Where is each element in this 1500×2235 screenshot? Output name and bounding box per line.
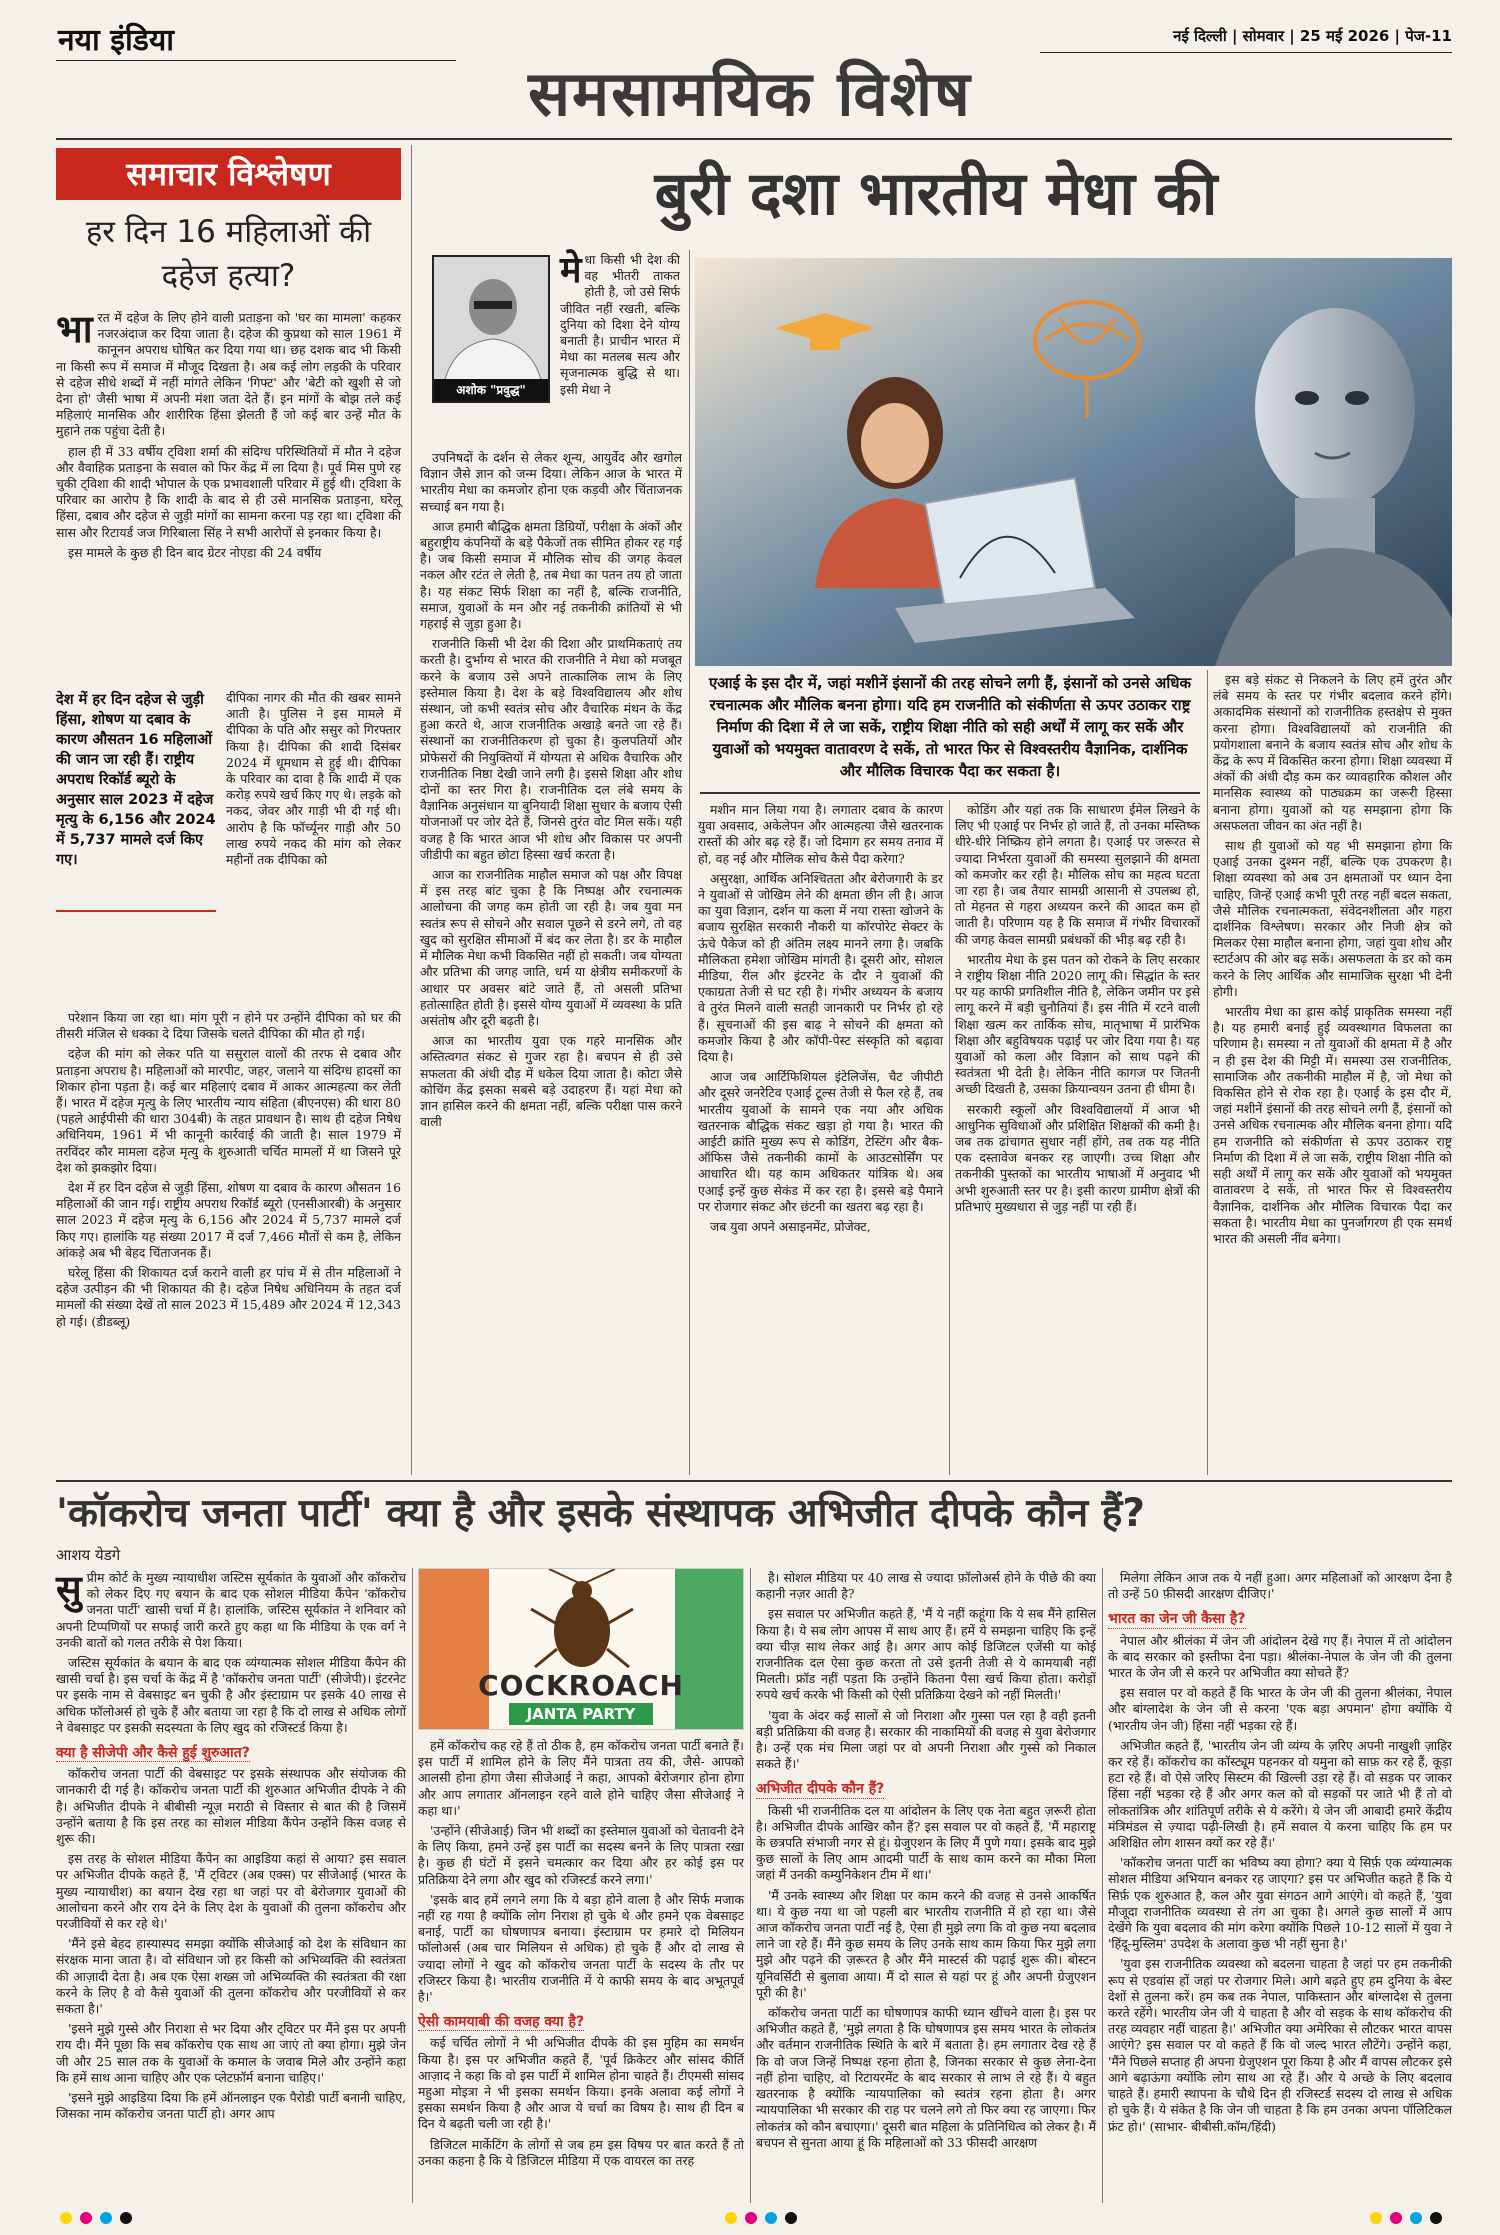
main-col1: उपनिषदों के दर्शन से लेकर शून्य, आयुर्वेद और खगोल विज्ञान जैसे ज्ञान को जन्म दिया। लेकिन आज के भारत में भारतीय मेधा का कमजोर होना एक कड़वी और चिंताजनक सच्चाई बन गया है। आज हमारी बौद्धिक क्षमता डिग्रियों, परीक्षा के अंकों और बहुराष्ट्रीय कंपनियों के बड़े पैकेजों तक सीमित होकर रह गई है। जब किसी समाज में मौलिक सोच की जगह केवल नकल और रटंत ले लेती है, तब मेधा का पतन तय हो जाता है। यह संकट सिर्फ शिक्षा का नहीं है, बल्कि राजनीति, समाज, युवाओं के मन और नई तकनीकी क्रांतियों से भी गहराई से जुड़ा हुआ है। राजनीति किसी भी देश की दिशा और प्राथमिकताएं तय करती है। दुर्भाग्य से भारत की राजनीति ने मेधा को मजबूत करने के बजाय उसे अपने तात्कालिक लाभ के लिए इस्तेमाल किया है। देश के बड़े विश्वविद्यालय और शोध संस्थान, जो कभी स्वतंत्र सोच और वैचारिक मंथन के केंद्र हुआ करते थे, आज राजनीतिक अखाड़े बनते जा रहे हैं। संस्थानों का राजनीतिकरण हो चुका है। कुलपतियों और प्रोफेसरों की नियुक्तियों में योग्यता से अधिक वैचारिक और राजनीतिक निष्ठा देखी जाने लगी है। इससे शिक्षा और शोध दोनों का स्तर गिरा है। राजनीतिक दल लंबे समय के वैज्ञानिक अनुसंधान या बुनियादी शिक्षा सुधार के बजाय ऐसी योजनाओं पर जोर देते हैं, जिनसे तुरंत वोट मिल सकें। यही वजह है कि भारत आज भी शोध और विकास पर अपनी जीडीपी का बहुत छोटा हिस्सा खर्च करता है। आज का राजनीतिक माहौल समाज को पक्ष और विपक्ष में इस तरह बांट चुका है कि निष्पक्ष और रचनात्मक आलोचना की जगह कम होती जा रही है। जब युवा मन स्वतंत्र रूप से सोचने और सवाल पूछने से डरने लगे, तो वह खुद को सुरक्षित सीमाओं में बंद कर लेता है। डर के माहौल में मौलिक मेधा कभी विकसित नहीं हो सकती। जब योग्यता और प्रतिभा की जगह जाति, धर्म या क्षेत्रीय समीकरणों के आधार पर अवसर बांटे जाते हैं, तो असली प्रतिभा हतोत्साहित होती है। इससे योग्य युवाओं में व्यवस्था के प्रति असंतोष और दूरी बढ़ती है। आज का भारतीय युवा एक गहरे मानसिक और अस्तित्वगत संकट से गुजर रहा है। बचपन से ही उसे सफलता की अंधी दौड़ में धकेल दिया जाता है। कोटा जैसे कोचिंग केंद्र इसका सबसे बड़े उदाहरण हैं। यहां मेधा को ज्ञान हासिल करने की क्षमता नहीं, बल्कि परीक्षा पास करने वाली: [420, 450, 682, 1130]
left-narrow-text: दीपिका नागर की मौत की खबर सामने आती है। पुलिस ने इस मामले में दीपिका के पति और ससुर को गिरफ्तार किया है। दीपिका की शादी दिसंबर 2024 में धूमधाम से हुई थी। दीपिका के परिवार का दावा है कि शादी में एक करोड़ रुपये खर्च किए गए थे। लड़के को नकद, जेवर और गाड़ी भी दी गई थी। आरोप है कि फॉर्च्यूनर गाड़ी और 50 लाख रुपये नकद की मांग को लेकर महीनों तक दीपिका को: [226, 690, 401, 868]
section-title: समसामयिक विशेष: [528, 57, 972, 130]
drop-cap: भा: [56, 306, 93, 351]
image-caption: एआई के इस दौर में, जहां मशीनें इंसानों की तरह सोचने लगी हैं, इंसानों को उनसे अधिक रचनात्मक और मौलिक बनना होगा। यदि हम राजनीति को संकीर्णता से ऊपर उठाकर राष्ट्र निर्माण की दिशा में ले जा सकें, राष्ट्रीय शिक्षा नीति को सही अर्थों में लागू कर सकें और युवाओं को भयमुक्त वातावरण दे सकें, तो भारत फिर से विश्वस्तरीय वैज्ञानिक, दार्शनिक और मौलिक विचारक पैदा कर सकता है।: [708, 674, 1192, 780]
author-portrait-icon: [434, 257, 550, 383]
dateline: नई दिल्ली | सोमवार | 25 मई 2026 | पेज-11: [1173, 27, 1452, 45]
bottom-col4: मिलेगा लेकिन आज तक ये नहीं हुआ। अगर महिलाओं को आरक्षण देना है तो उन्हें 50 फ़ीसदी आरक्षण दीजिए।' भारत का जेन जी कैसा है? नेपाल और श्रीलंका में जेन जी आंदोलन देखे गए हैं। नेपाल में तो आंदोलन के बाद सरकार को इस्तीफा देना पड़ा। श्रीलंका-नेपाल के जेन जी की तुलना भारत के जेन जी से करने पर अभिजीत क्या सोचते हैं? इस सवाल पर वो कहते हैं कि भारत के जेन जी की तुलना श्रीलंका, नेपाल और बांग्लादेश के जेन जी से करना 'एक बड़ा अपमान' होगा क्योंकि ये (भारतीय जेन जी) हिंसा नहीं भड़का रहे हैं। अभिजीत कहते हैं, 'भारतीय जेन जी व्यंग्य के ज़रिए अपनी नाखुशी ज़ाहिर कर रहे हैं। कॉकरोच का कॉस्ट्यूम पहनकर वो यमुना को साफ़ कर रहे हैं, कूड़ा हटा रहे हैं। वो ऐसे जरिए सिस्टम की खिल्ली उड़ा रहे हैं। वो सड़क पर जाकर हिंसा नहीं भड़का रहे हैं और अगर कल को वो सड़कों पर जाते भी हैं तो वो लोकतांत्रिक और शांतिपूर्ण तरीके से ये करेंगे। ये जेन जी आबादी हमारे केंद्रीय मंत्रिमंडल से ज़्यादा पढ़ी-लिखी है। हमें सवाल ये करना चाहिए कि हम पर अशिक्षित लोग शासन क्यों कर रहे हैं।' 'कॉकरोच जनता पार्टी का भविष्य क्या होगा? क्या ये सिर्फ़ एक व्यंग्यात्मक सोशल मीडिया अभियान बनकर रह जाएगा? इस पर अभिजीत कहते हैं कि ये सिर्फ़ एक शुरुआत है, कल और युवा संगठन आगे आएंगे। वो कहते हैं, 'युवा मौजूदा राजनीतिक व्यवस्था से तंग आ चुका है। अगले कुछ सालों में आप देखेंगे कि युवा बदलाव की मांग करेगा क्योंकि पिछले 10-12 सालों में युवा ने 'हिंदू-मुस्लिम' उपदेश के अलावा कुछ भी नहीं सुना है।' 'युवा इस राजनीतिक व्यवस्था को बदलना चाहता है जहां पर हम तकनीकी रूप से एडवांस हों जहां पर रोजगार मिले। आगे बढ़ते हुए हम दुनिया के बेस्ट देशों से तुलना करें। हम कब तक नेपाल, पाकिस्तान और बांग्लादेश से तुलना करते रहेंगे। भारतीय जेन जी ये चाहता है और वो सड़क के साथ कॉकरोच की तरह व्यवहार नहीं चाहता है।' अभिजीत क्या अमेरिका से लौटकर भारत वापस आएंगे? इस सवाल पर वो कहते हैं कि वो जल्द भारत लौटेंगे। उन्होंने कहा, 'मैंने पिछले सप्ताह ही अपना ग्रेजुएशन पूरा किया है और मैं वापस लौटकर इसे आगे बढ़ाऊंगा क्योंकि लोग साथ आ रहे हैं। और ये अच्छे के लिए बदलाव चाहते हैं। हमारी स्थापना के चौथे दिन ही रजिस्टर्ड सदस्य दो लाख से अधिक हो चुके हैं। ये संकेत है कि जेन जी चाहता है कि हम उनका अपना पॉलिटिकल फ्रंट हो।' (साभार- बीबीसी.कॉम/हिंदी): [1108, 1570, 1452, 2134]
logo-text-cockroach: COCKROACH: [478, 1669, 684, 1702]
logo-text-janta-party: JANTA PARTY: [509, 1703, 653, 1725]
color-registration-dots-center: [725, 2212, 797, 2224]
color-registration-dots-right: [1370, 2212, 1442, 2224]
author-name: अशोक "प्रवुद्ध": [434, 379, 548, 401]
bottom-headline: 'कॉकरोच जनता पार्टी' क्या है और इसके संस्थापक अभिजीत दीपके कौन हैं?: [56, 1491, 1145, 1536]
main-col4: इस बड़े संकट से निकलने के लिए हमें तुरंत और लंबे समय के स्तर पर गंभीर बदलाव करने होंगे। अकादमिक संस्थानों को राजनीतिक हस्तक्षेप से मुक्त करना होगा। विश्वविद्यालयों को राजनीति की प्रयोगशाला बनाने के बजाय स्वतंत्र सोच और शोध के केंद्र के रूप में विकसित करना होगा। शिक्षा व्यवस्था में अंकों की अंधी दौड़ कम कर व्यावहारिक कौशल और मानसिक स्वास्थ्य को पाठ्यक्रम का जरूरी हिस्सा बनाना होगा। युवाओं को यह समझाना होगा कि असफलता जीवन का अंत नहीं है। साथ ही युवाओं को यह भी समझाना होगा कि एआई उनका दुश्मन नहीं, बल्कि एक उपकरण है। शिक्षा व्यवस्था को अब उन क्षमताओं पर ध्यान देना चाहिए, जिन्हें एआई कभी पूरी तरह नहीं बदल सकता, जैसे मौलिक रचनात्मकता, संवेदनशीलता और गहरा दार्शनिक विश्लेषण। सरकार और निजी क्षेत्र को मिलकर ऐसा माहौल बनाना होगा, जहां युवा शोध और स्टार्टअप की ओर बढ़ सकें। असफलता के डर को कम करने के लिए आर्थिक और सामाजिक सुरक्षा भी देनी होगी। भारतीय मेधा का ह्रास कोई प्राकृतिक समस्या नहीं है। यह हमारी बनाई हुई व्यवस्थागत विफलता का परिणाम है। समस्या न तो युवाओं की क्षमता में है और न ही इस देश की मिट्टी में। समस्या उस राजनीतिक, सामाजिक और तकनीकी माहौल में है, जो मेधा को विकसित होने से रोक रहा है। एआई के इस दौर में, जहां मशीनें इंसानों की तरह सोचने लगी हैं, इंसानों को उनसे अधिक रचनात्मक और मौलिक बनना होगा। यदि हम राजनीति को संकीर्णता से ऊपर उठाकर राष्ट्र निर्माण की दिशा में ले जा सकें, राष्ट्रीय शिक्षा नीति को सही अर्थों में लागू कर सकें और युवाओं को भयमुक्त वातावरण दे सकें, तो भारत फिर से विश्वस्तरीय वैज्ञानिक, दार्शनिक और मौलिक विचारक पैदा कर सकता है। भारतीय मेधा का पुनर्जागरण ही एक समर्थ भारत की असली नींव बनेगा।: [1213, 672, 1452, 1246]
left-body: परेशान किया जा रहा था। मांग पूरी न होने पर उन्होंने दीपिका को घर की तीसरी मंजिल से धक्का दे दिया जिसके चलते दीपिका की मौत हो गई। दहेज की मांग को लेकर पति या ससुराल वालों की तरफ से दबाव और प्रताड़ना अपराध है। महिलाओं को मारपीट, जहर, जलाने या संदिग्ध हादसों का शिकार होना पड़ता है। कई बार महिलाएं दबाव में आकर आत्महत्या कर लेती हैं। भारत में दहेज मृत्यु के लिए भारतीय न्याय संहिता (बीएनएस) की धारा 80 (पहले आईपीसी की धारा 304बी) के तहत प्रावधान है। साथ ही दहेज निषेध अधिनियम, 1961 में भी कानूनी कार्रवाई की जाती है। साल 1979 में तरविंदर कौर मामला दहेज मृत्यु के शुरुआती चर्चित मामलों में था जिसने पूरे देश को झकझोर दिया। देश में हर दिन दहेज से जुड़ी हिंसा, शोषण या दबाव के कारण औसतन 16 महिलाओं की जान गई। राष्ट्रीय अपराध रिकॉर्ड ब्यूरो (एनसीआरबी) के अनुसार साल 2023 में दहेज मृत्यु के 6,156 और 2024 में 5,737 मामले दर्ज किए गए। हालांकि यह संख्या 2017 में दर्ज 7,466 मौतों से कम है, लेकिन आंकड़े अब भी बेहद चिंताजनक हैं। घरेलू हिंसा की शिकायत दर्ज कराने वाली हर पांच में से तीन महिलाओं ने दहेज उत्पीड़न की भी शिकायत की है। दहेज निषेध अधिनियम के तहत दर्ज मामलों की संख्या देखें तो साल 2023 में 15,489 और 2024 में 12,343 हो गई। (डीडब्लू): [56, 1010, 401, 1329]
main-col2: मशीन मान लिया गया है। लगातार दबाव के कारण युवा अवसाद, अकेलेपन और आत्महत्या जैसे खतरनाक रास्तों की ओर बढ़ रहे हैं। जो दिमाग हर समय तनाव में हो, वह नई और मौलिक सोच कैसे पैदा करेगा? असुरक्षा, आर्थिक अनिश्चितता और बेरोजगारी के डर ने युवाओं से जोखिम लेने की क्षमता छीन ली है। आज का युवा विज्ञान, दर्शन या कला में नया रास्ता खोजने के बजाय सुरक्षित सरकारी नौकरी या कॉरपोरेट सेक्टर के ऊंचे पैकेज को ही अंतिम लक्ष्य मानने लगा है। जबकि मौलिकता हमेशा जोखिम मांगती है। दूसरी ओर, सोशल मीडिया, रील और इंटरनेट के दौर ने युवाओं की एकाग्रता तेजी से घट रही है। गंभीर अध्ययन के बजाय वे तुरंत मिलने वाली सतही जानकारी पर निर्भर हो रहे हैं। सूचनाओं की इस बाढ़ ने सोचने की क्षमता को कमजोर किया है और कॉपी-पेस्ट संस्कृति को बढ़ावा दिया है। आज जब आर्टिफिशियल इंटेलिजेंस, चैट जीपीटी और दूसरे जनरेटिव एआई टूल्स तेजी से फैल रहे हैं, तब भारतीय युवाओं के सामने एक नया और अधिक खतरनाक बौद्धिक संकट खड़ा हो गया है। भारत की आईटी क्रांति मुख्य रूप से कोडिंग, टेस्टिंग और बैक-ऑफिस जैसे तकनीकी कामों के आउटसोर्सिंग पर आधारित थी। यह काम अधिकतर यांत्रिक थे। अब एआई इन्हें कुछ सेकंड में कर रहा है। इससे बड़े पैमाने पर रोजगार संकट और छंटनी का खतरा बढ़ रहा है। जब युवा अपने असाइनमेंट, प्रोजेक्ट,: [698, 802, 943, 1235]
cockroach-party-logo: [418, 1568, 744, 1730]
subheading: भारत का जेन जी कैसा है?: [1108, 1611, 1246, 1628]
bottom-col3: है। सोशल मीडिया पर 40 लाख से ज्यादा फ़ॉलोअर्स होने के पीछे की क्या कहानी नज़र आती है? इस सवाल पर अभिजीत कहते हैं, 'मैं ये नहीं कहूंगा कि ये सब मैंने हासिल किया है। ये सब लोग आपस में साथ आए हैं। हमें ये समझना चाहिए कि इन्हें क्या चीज़ साथ लेकर आई है। अगर आप कोई डिजिटल एजेंसी या कोई राजनीतिक दल ऐसा कुछ करता तो उसे इतनी तेजी से ये कामयाबी नहीं मिलती। फ्रॉड नहीं पड़ता कि उन्होंने कितना पैसा खर्च किया होता। करोड़ों रुपये खर्च करके भी किसी को ऐसी प्रतिक्रिया देखने को नहीं मिलती।' 'युवा के अंदर कई सालों से जो निराशा और गुस्सा पल रहा है वही इतनी बड़ी प्रतिक्रिया की वजह है। सरकार की नाकामियों की वजह से युवा बेरोजगार है। उन्हें एक मंच मिला जहां पर वो अपनी निराशा और गुस्से को निकाल सकते हैं।' अभिजीत दीपके कौन हैं? किसी भी राजनीतिक दल या आंदोलन के लिए एक नेता बहुत ज़रूरी होता है। अभिजीत दीपके आखिर कौन हैं? इस सवाल पर वो कहते हैं, 'मैं महाराष्ट्र के छत्रपति संभाजी नगर से हूं। ग्रेजुएशन के लिए मैं पुणे गया। इसके बाद मुझे कुछ सालों के लिए आम आदमी पार्टी के साथ काम करने का मौका मिला जहां मैं उनकी कम्युनिकेशन टीम में था।' 'मैं उनके स्वास्थ्य और शिक्षा पर काम करने की वजह से उनसे आकर्षित था। ये कुछ नया था जो पहली बार भारतीय राजनीति में हो रहा था। जैसे आज कॉकरोच जनता पार्टी नई है, ऐसा ही मुझे लगा कि वो कुछ नया बदलाव लाने जा रहे हैं। मैंने कुछ समय के लिए उनके साथ काम किया फिर मुझे लगा मुझे और पढ़ने की ज़रूरत है और मैंने मास्टर्स की पढ़ाई शुरू की। बोस्टन यूनिवर्सिटी से बुलावा आया। मैं दो साल से यहां पर हूं और अपनी ग्रेजुएशन पूरी की है।' कॉकरोच जनता पार्टी का घोषणापत्र काफी ध्यान खींचने वाला है। इस पर अभिजीत कहते हैं, 'मुझे लगता है कि घोषणापत्र इस समय भारत के लोकतंत्र और वर्तमान राजनीतिक स्थिति के बारे में बताता है। हम लगातार देख रहे हैं कि वो जज जिन्हें निष्पक्ष रहना होता है, जिनका सरकार से कुछ लेना-देना नहीं होना चाहिए, वो रिटायरमेंट के बाद सरकार से लाभ ले रहे हैं। ये बहुत खतरनाक है क्योंकि न्यायपालिका को स्वतंत्र रहना होता है। अगर न्यायपालिका भी सरकार की राह पर चलने लगे तो फिर क्या रह जाएगा। फिर लोकतंत्र को कौन बचाएगा।' दूसरी बात महिला के प्रतिनिधित्व को लेकर है। मैं बचपन से सुनता आया हूं कि महिलाओं को 33 फीसदी आरक्षण: [756, 1570, 1096, 2150]
newspaper-logo: नया इंडिया: [58, 23, 174, 58]
drop-cap: मे: [560, 249, 582, 291]
left-headline: हर दिन 16 महिलाओं की दहेज हत्या?: [85, 214, 372, 294]
left-intro: भा रत में दहेज के लिए होने वाली प्रताड़ना को 'घर का मामला' कहकर नजरअंदाज कर दिया जाता है। दहेज की कुप्रथा को साल 1961 में कानूनन अपराध घोषित कर दिया गया था। छह दशक बाद भी किसी ना किसी रूप में समाज में मौजूद दिखता है। अब कई लोग लड़की के परिवार से दहेज सीधे शब्दों में नहीं मांगते लेकिन 'गिफ्ट' और 'बेटी को खुशी से जो देना हो' जैसी भाषा में अपनी मंशा जता देते हैं। इन मांगों के बोझ तले कई महिलाएं मानसिक और शारीरिक हिंसा झेलती हैं जो कई बार उन्हें मौत के मुहाने तक पहुंचा देती है। हाल ही में 33 वर्षीय ट्विशा शर्मा की संदिग्ध परिस्थितियों में मौत ने दहेज और वैवाहिक प्रताड़ना के सवाल को फिर केंद्र में ला दिया है। पूर्व मिस पुणे रह चुकी ट्विशा की शादी भोपाल के एक प्रभावशाली परिवार में हुई थी। ट्विशा के परिवार का आरोप है कि शादी के बाद से ही उसे मानसिक प्रताड़ना, घरेलू हिंसा, दबाव और दहेज से जुड़ी मांगों का सामना करना पड़ रहा था। ट्विशा की सास और रिटायर्ड जज गिरिबाला सिंह ने सभी आरोपों से इनकार किया है। इस मामले के कुछ ही दिन बाद ग्रेटर नोएडा की 24 वर्षीय: [56, 306, 401, 560]
subheading: अभिजीत दीपके कौन हैं?: [756, 1781, 885, 1798]
author-photo: [432, 255, 550, 403]
section-tag: समाचार विश्लेषण: [56, 148, 401, 200]
subheading: क्या है सीजेपी और कैसे हुई शुरुआत?: [56, 1745, 250, 1762]
drop-cap: सु: [56, 1566, 82, 1611]
bottom-col2: हमें कॉकरोच कह रहे हैं तो ठीक है, हम कॉकरोच जनता पार्टी बनाते हैं। इस पार्टी में शामिल होने के लिए मैंने पात्रता तय की, जैसे- आपको आलसी होना होगा जैसा सीजेआई ने कहा, आपको बेरोजगार होना होगा और आप लगातार ऑनलाइन रहने वाले होने चाहिए जैसा सीजेआई ने कहा था।' 'उन्होंने (सीजेआई) जिन भी शब्दों का इस्तेमाल युवाओं को चेतावनी देने के लिए किया, हमने उन्हें इस पार्टी का सदस्य बनने के लिए पात्रता रखा है। कुछ ही घंटों में इसने चमत्कार कर दिया और हर कोई इस पर प्रतिक्रिया देने लगा और खुद को रजिस्टर्ड करने लगा।' 'इसके बाद हमें लगने लगा कि ये बड़ा होने वाला है और सिर्फ मजाक नहीं रह गया है क्योंकि लोग निराश हो चुके थे और हमने एक वेबसाइट बनाई, पार्टी का घोषणापत्र बनाया। इंस्टाग्राम पर हमारे दो मिलियन फॉलोअर्स (अब चार मिलियन से अधिक) हो चुके हैं और दो लाख से ज्यादा लोगों ने खुद को कॉकरोच जनता पार्टी के सदस्य के तौर पर रजिस्टर किया है। भारतीय राजनीति में ये काफी समय के बाद अभूतपूर्व है।' ऐसी कामयाबी की वजह क्या है? कई चर्चित लोगों ने भी अभिजीत दीपके की इस मुहिम का समर्थन किया है। इस पर अभिजीत कहते हैं, 'पूर्व क्रिकेटर और सांसद कीर्ति आज़ाद ने कहा कि वो इस पार्टी में शामिल होना चाहते हैं। टीएमसी सांसद महुआ मोइत्रा ने भी इसका समर्थन किया। इनके अलावा कई लोगों ने इसका समर्थन किया है और आज ये चर्चा का विषय है। साथ ही दिन ब दिन ये बढ़ती चली जा रही है।' डिजिटल मार्केटिंग के लोगों से जब हम इस विषय पर बात करते हैं तो उनका कहना है कि ये डिजिटल मीडिया में एक वायरल का तरह: [418, 1738, 744, 2168]
pull-quote: देश में हर दिन दहेज से जुड़ी हिंसा, शोषण या दबाव के कारण औसतन 16 महिलाओं की जान जा रही हैं। राष्ट्रीय अपराध रिकॉर्ड ब्यूरो के अनुसार साल 2023 में दहेज मृत्यु के 6,156 और 2024 में 5,737 मामले दर्ज किए गए।: [56, 692, 216, 868]
color-registration-dots-left: [60, 2212, 132, 2224]
article-illustration: [695, 258, 1452, 666]
byline: आशय येडगे: [56, 1546, 121, 1564]
main-col3: कोडिंग और यहां तक कि साधारण ईमेल लिखने के लिए भी एआई पर निर्भर हो जाते हैं, तो उनका मस्तिष्क धीरे-धीरे निष्क्रिय होने लगता है। एआई पर जरूरत से ज्यादा निर्भरता युवाओं की समस्या सुलझाने की क्षमता को कमजोर कर रही है। मौलिक सोच का महत्व घटता जा रहा है। जब तैयार सामग्री आसानी से उपलब्ध हो, तो मेहनत से गहरा अध्ययन करने की आदत कम हो जाती है। परिणाम यह है कि समाज में गंभीर विचारकों की जगह केवल सामग्री प्रबंधकों की भीड़ बढ़ रही है। भारतीय मेधा के इस पतन को रोकने के लिए सरकार ने राष्ट्रीय शिक्षा नीति 2020 लागू की। सिद्धांत के स्तर पर यह काफी प्रगतिशील नीति है, लेकिन जमीन पर इसे लागू करने में बड़ी चुनौतियां हैं। इस नीति में रटने वाली शिक्षा खत्म कर तार्किक सोच, मातृभाषा में प्रारंभिक शिक्षा और बहुविषयक पढ़ाई पर जोर दिया गया है। यह युवाओं को कला और विज्ञान को साथ पढ़ने की स्वतंत्रता भी देती है। लेकिन नीति कागज पर जितनी अच्छी दिखती है, उसका क्रियान्वयन उतना ही धीमा है। सरकारी स्कूलों और विश्वविद्यालयों में आज भी आधुनिक सुविधाओं और प्रशिक्षित शिक्षकों की कमी है। जब तक ढांचागत सुधार नहीं होंगे, तब तक यह नीति एक दस्तावेज बनकर रह जाएगी। उच्च शिक्षा और तकनीकी पुस्तकों का भारतीय भाषाओं में अनुवाद भी अभी शुरुआती स्तर पर है। इसी कारण ग्रामीण क्षेत्रों की प्रतिभाएं मुख्यधारा से जुड़ नहीं पा रही हैं।: [955, 802, 1200, 1214]
main-headline: बुरी दशा भारतीय मेधा की: [654, 159, 1218, 229]
bottom-col1: सु प्रीम कोर्ट के मुख्य न्यायाधीश जस्टिस सूर्यकांत के युवाओं और कॉकरोच को लेकर दिए गए बयान के बाद एक सोशल मीडिया कैंपेन 'कॉकरोच जनता पार्टी' खासी चर्चा में है। हालांकि, जस्टिस सूर्यकांत ने शनिवार को अपनी टिप्पणियों पर सफाई जारी करते हुए कहा था कि मीडिया के एक वर्ग ने उनकी बातों को गलत तरीके से पेश किया। जस्टिस सूर्यकांत के बयान के बाद एक व्यंग्यात्मक सोशल मीडिया कैंपेन की खासी चर्चा है। इस चर्चा के केंद्र में है 'कॉकरोच जनता पार्टी' (सीजेपी)। इंटरनेट पर इसके नाम से वेबसाइट बन चुकी है और इंस्टाग्राम पर इसके 40 लाख से अधिक फॉलोअर्स हो चुके हैं और बताया जा रहा है कि दो लाख से अधिक लोगों ने वेबसाइट पर इसकी सदस्यता के लिए खुद को रजिस्टर्ड किया है। क्या है सीजेपी और कैसे हुई शुरुआत? कॉकरोच जनता पार्टी की वेबसाइट पर इसके संस्थापक और संयोजक की जानकारी दी गई है। कॉकरोच जनता पार्टी की शुरुआत अभिजीत दीपके ने की है। अभिजीत दीपके ने बीबीसी न्यूज़ मराठी से विस्तार से बात की है जिसमें उन्होंने बताया है कि इस तरह का सोशल मीडिया कैंपेन उन्होंने किस वजह से शुरू की। इस तरह के सोशल मीडिया कैंपेन का आइडिया कहां से आया? इस सवाल पर अभिजीत दीपके कहते हैं, 'मैं ट्विटर (अब एक्स) पर सीजेआई (भारत के मुख्य न्यायाधीश) का बयान देख रहा था जहां पर वो बेरोजगार युवाओं की आलोचना करने और राय देने के लिए देश के युवाओं की तुलना कॉकरोच और परजीवियों से कर रहे थे।' 'मैंने इसे बेहद हास्यास्पद समझा क्योंकि सीजेआई को देश के संविधान का संरक्षक माना जाता है। वो संविधान जो हर किसी को अभिव्यक्ति की स्वतंत्रता की आज़ादी देता है। अब एक ऐसा शख्स जो अभिव्यक्ति की स्वतंत्रता की रक्षा करने के लिए है वो कैसे युवाओं की तुलना कॉकरोच और परजीवियों से कर सकता है।' 'इसने मुझे गुस्से और निराशा से भर दिया और ट्विटर पर मैंने इस पर अपनी राय दी। मैंने पूछा कि सब कॉकरोच एक साथ आ जाएं तो क्या होगा। मुझे जेन जी और 25 साल तक के युवाओं के कमाल के जवाब मिले और उन्होंने कहा कि हमें साथ आना चाहिए और एक प्लेटफ़ॉर्म बनाना चाहिए।' 'इसने मुझे आइडिया दिया कि हमें ऑनलाइन एक पैरोडी पार्टी बनानी चाहिए, जिसका नाम कॉकरोच जनता पार्टी हो। अगर आप: [56, 1566, 406, 2122]
subheading: ऐसी कामयाबी की वजह क्या है?: [418, 2014, 585, 2031]
main-intro: मे धा किसी भी देश की वह भीतरी ताकत होती है, जो उसे सिर्फ जीवित नहीं रखती, बल्कि दुनिया को दिशा देने योग्य बनाती है। प्राचीन भारत में मेधा का मतलब सत्य और सृजनात्मक बुद्धि से था। इसी मेधा ने: [560, 249, 680, 397]
